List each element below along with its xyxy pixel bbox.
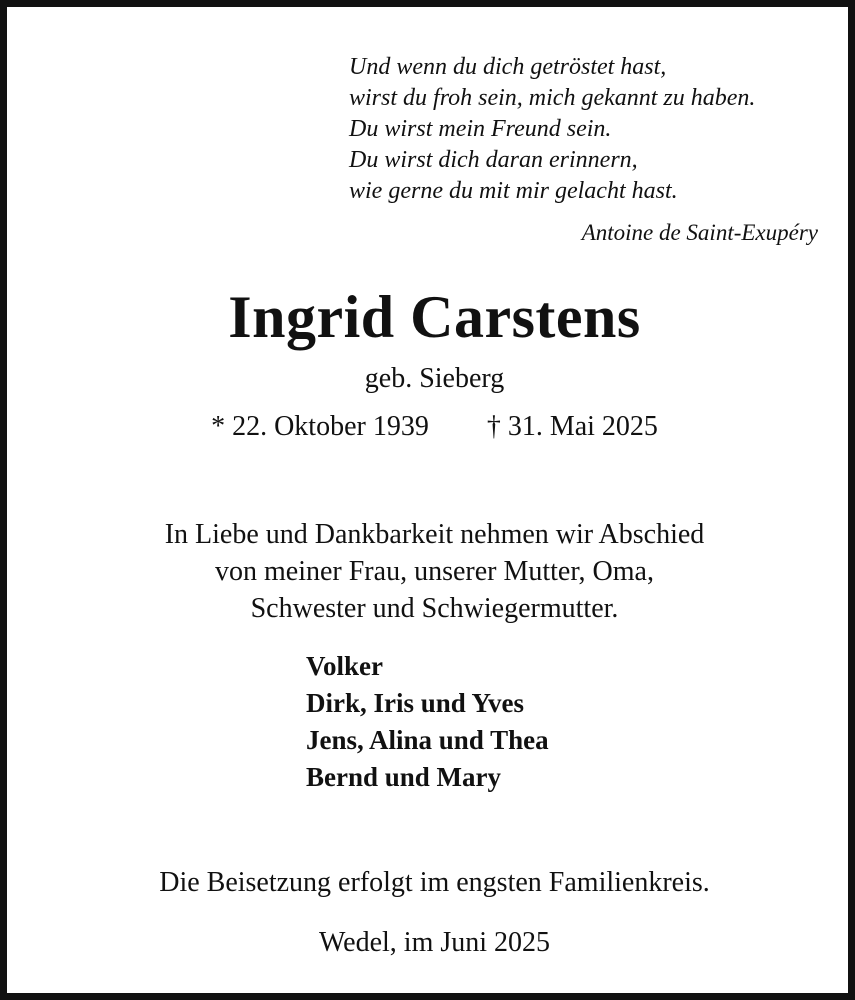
mourner-entry: Volker	[306, 651, 384, 681]
mourners-list	[306, 648, 549, 796]
poem-author: Antoine de Saint-Exupéry	[581, 220, 818, 245]
message-line: Schwester und Schwiegermutter.	[250, 593, 619, 624]
poem-line: Und wenn du dich getröstet hast,	[349, 54, 667, 80]
funeral-note: Die Beisetzung erfolgt im engsten Familienkreis.	[159, 867, 710, 898]
mourner-entry: Jens, Alina und Thea	[306, 725, 549, 755]
place-date: Wedel, im Juni 2025	[318, 927, 551, 958]
poem-line: Du wirst dich daran erinnern,	[349, 147, 638, 173]
birth-name: geb. Sieberg	[364, 363, 505, 394]
poem-line: wie gerne du mit mir gelacht hast.	[349, 178, 678, 204]
farewell-message	[7, 516, 855, 627]
life-dates	[7, 411, 855, 443]
deceased-name: Ingrid Carstens	[228, 284, 641, 350]
death-date: † 31. Mai 2025	[486, 411, 658, 442]
poem	[349, 52, 755, 207]
birth-date: * 22. Oktober 1939	[211, 411, 429, 442]
message-line: von meiner Frau, unserer Mutter, Oma,	[215, 556, 654, 587]
mourner-entry: Bernd und Mary	[306, 762, 502, 792]
mourner-entry: Dirk, Iris und Yves	[306, 688, 525, 718]
poem-line: Du wirst mein Freund sein.	[349, 116, 612, 142]
poem-line: wirst du froh sein, mich gekannt zu haben.	[349, 85, 756, 111]
message-line: In Liebe und Dankbarkeit nehmen wir Abschied	[164, 519, 705, 550]
